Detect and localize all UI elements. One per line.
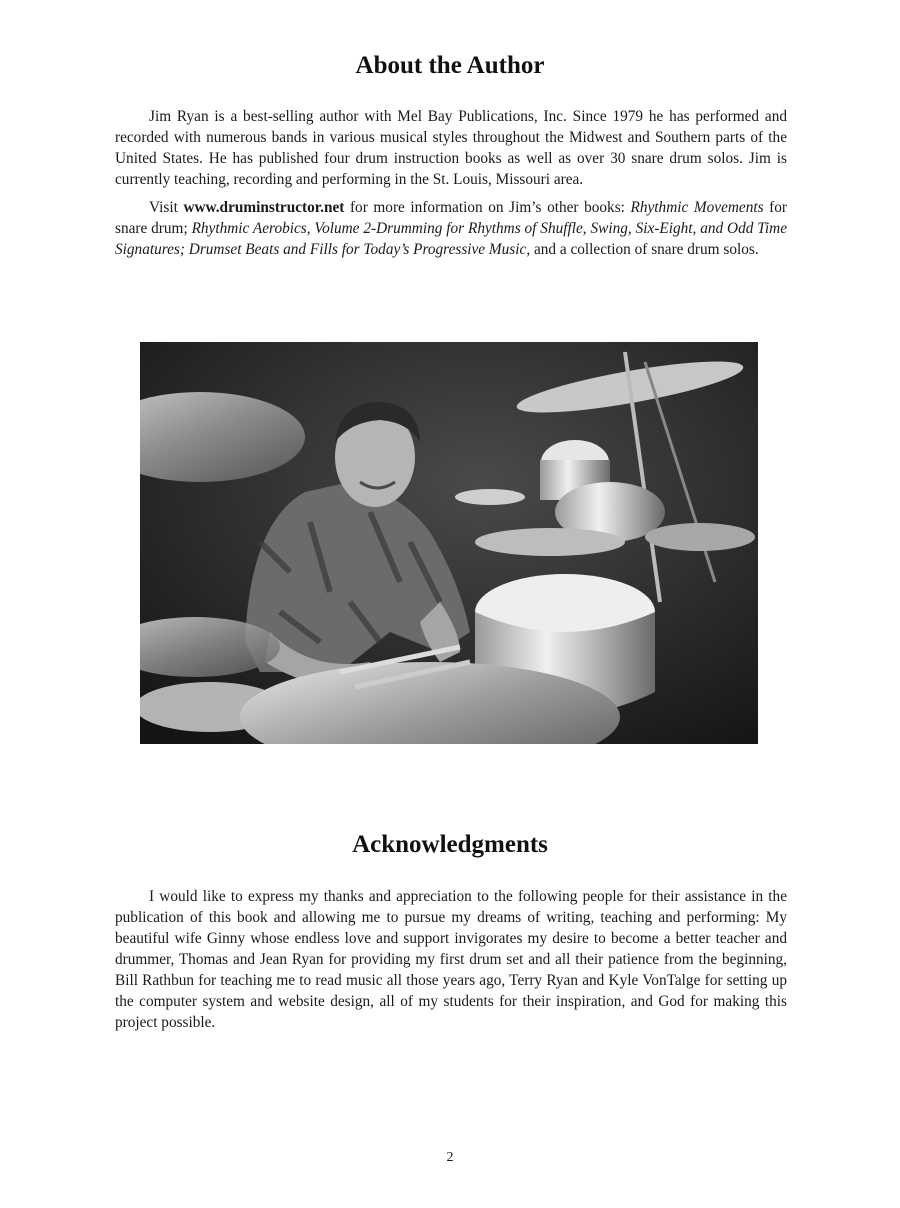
about-paragraph-2 bbox=[115, 197, 787, 260]
about-heading: About the Author bbox=[355, 52, 545, 79]
page-number: 2 bbox=[446, 1150, 454, 1165]
website-link[interactable]: www.druminstructor.net bbox=[183, 199, 345, 216]
about-p2-text-2: for more information on Jim’s other books: bbox=[344, 199, 631, 216]
about-text bbox=[115, 106, 787, 267]
book-title-2: Rhythmic Aerobics, Volume 2-Drumming for Rhythms of Shuffle, Swing, Six-Eight, and Odd Time Signatures; Drumset Beats and Fills for Today’s Progressive Music bbox=[115, 220, 787, 258]
acknowledgments-heading: Acknowledgments bbox=[352, 831, 548, 858]
about-p2-text-4: , and a collection of snare drum solos. bbox=[526, 241, 759, 258]
acknowledgments-text bbox=[115, 886, 787, 1040]
acknowledgments-paragraph: I would like to express my thanks and appreciation to the following people for their assistance in the publication of this book and allowing me to pursue my dreams of writing, teaching and performing: My beautiful wife Ginny whose endless love and support invigorates my desire to become a better teacher and drummer, Thomas and Jean Ryan for providing my first drum set and all their patience from the beginning, Bill Rathbun for teaching me to read music all those years ago, Terry Ryan and Kyle VonTalge for setting up the computer system and website design, all of my students for their inspiration, and God for making this project possible. bbox=[115, 888, 787, 1031]
author-photo bbox=[140, 342, 758, 744]
about-paragraph-1: Jim Ryan is a best-selling author with Mel Bay Publications, Inc. Since 1979 he has performed and recorded with numerous bands in various musical styles throughout the Midwest and Southern parts of the United States. He has published four drum instruction books as well as over 30 snare drum solos. Jim is currently teaching, recording and performing in the St. Louis, Missouri area. bbox=[115, 108, 787, 188]
about-p2-text-3: for snare drum; bbox=[115, 199, 787, 237]
about-p2-text-1: Visit bbox=[149, 199, 184, 216]
book-title-1: Rhythmic Movements bbox=[630, 199, 764, 216]
